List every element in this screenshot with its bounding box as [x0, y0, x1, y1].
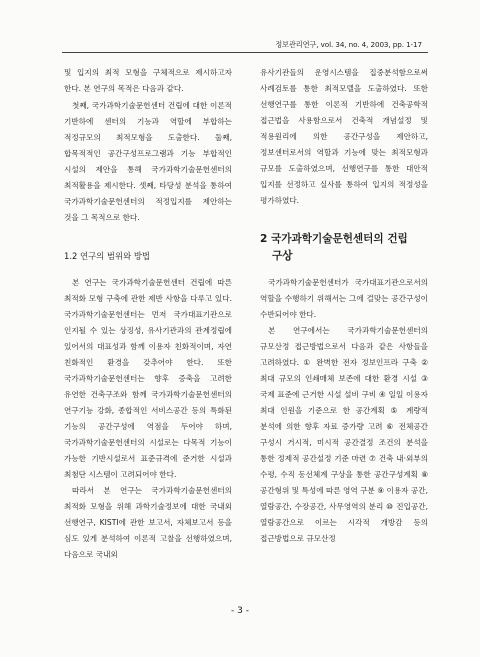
body-paragraph: 유사기관들의 운영시스템을 집중분석함으로써 사례검토를 통한 최적모델을 도출하였다. 또한 선행연구를 통한 이론적 기반하에 건축공학적 접근법을 사용함으로서 건축적 개념설정 및 적용원리에 의한 공간구성을 제안하고, 정보센터로서의 역할과 기능에 맞는 최적모형과 규모를 도출하였으며, 선행연구를 통한 대안적 입지를 선정하고 실사를 통하여 입지의 적정성을 평가하였다.: [260, 68, 428, 205]
body-paragraph: 및 입지의 최적 모형을 구체적으로 제시하고자 한다. 본 연구의 목적은 다음과 같다.: [64, 68, 232, 93]
left-column: [64, 65, 232, 563]
right-column: [260, 65, 428, 547]
section-heading: [260, 231, 428, 265]
body-paragraph: 첫째, 국가과학기술문헌센터 건립에 대한 이론적 기반하에 센터의 기능과 역할에 부합하는 적정규모의 최적모형을 도출한다. 둘째, 합목적적인 공간구성프로그램과 기능 부합적인 시설의 제안을 통해 국가과학기술문헌센터의 최적활용을 제시한다. 셋째, 타당성 분석을 통하여 국가과학기술문헌센터의 적정입지를 제안하는 것을 그 목적으로 한다.: [64, 101, 232, 222]
body-paragraph: 따라서 본 연구는 국가과학기술문헌센터의 최적화 모형을 위해 과학기술정보에 대한 국내외 선행연구, KISTI에 관한 보고서, 자체보고서 등을 심도 있게 분석하여 이론적 고찰을 선행하였으며, 다음으로 국내외: [64, 486, 232, 559]
body-paragraph: 본 연구는 국가과학기술문헌센터 건립에 따른 최적화 모형 구축에 관한 제반 사항을 다루고 있다. 국가과학기술문헌센터는 먼저 국가대표기관으로 인지될 수 있는 상징성, 유사기관과의 관계정립에 있어서의 대표성과 함께 이용자 친화적이며, 자연 친화적인 환경을 갖추어야 한다. 또한 국가과학기술문헌센터는 향후 증축을 고려한 유연한 건축구조와 함께 국가과학기술문헌센터의 연구기능 강화, 종합적인 서비스공간 등의 특화된 기능의 공간구성에 역점을 두어야 하며, 국가과학기술문헌센터의 시설로는 다목적 기능이 가능한 기반시설로서 표준규격에 준거한 시설과 최첨단 시스템이 고려되어야 한다.: [64, 278, 232, 479]
header-rule: [62, 52, 428, 53]
body-paragraph: 국가과학기술문헌센터가 국가대표기관으로서의 역할을 수행하기 위해서는 그에 걸맞는 공간구성이 수반되어야 한다.: [260, 278, 428, 319]
page-number: - 3 -: [231, 606, 249, 616]
section-heading-line: 구상: [272, 250, 293, 262]
section-heading-line: 2 국가과학기술문헌센터의 건립: [260, 233, 408, 245]
section-heading: 1.2 연구의 범위와 방법: [64, 251, 151, 261]
running-head: 정보관리연구, vol. 34, no. 4, 2003, pp. 1-17: [275, 40, 422, 49]
body-paragraph: 본 연구에서는 국가과학기술문헌센터의 규모산정 접근방법으로서 다음과 같은 사항들을 고려하였다. ① 완벽한 전자 정보인프라 구축 ② 최대 규모의 인쇄매체 보존에 대한 환경 시설 ③ 국제 표준에 근거한 시설 설비 구비 ④ 일일 이용자 최대 인원을 기준으로 한 공간계획 ⑤ 계량적 분석에 의한 향후 자료 증가량 고려 ⑥ 전체공간 구성시 거시적, 미시적 공간결정 조건의 분석을 통한 정제적 공간설정 기준 마련 ⑦ 건축 내·외부의 수평, 수직 동선체계 구상을 통한 공간구성계획 ⑧ 공간형위 및 특성에 따른 영역 구분 ⑨ 이용자 공간, 열람공간, 수장공간, 사무영역의 분리 ⑩ 진입공간, 열람공간으로 이르는 시각적 개방감 등의 접근방법으로 규모산정: [260, 326, 428, 543]
